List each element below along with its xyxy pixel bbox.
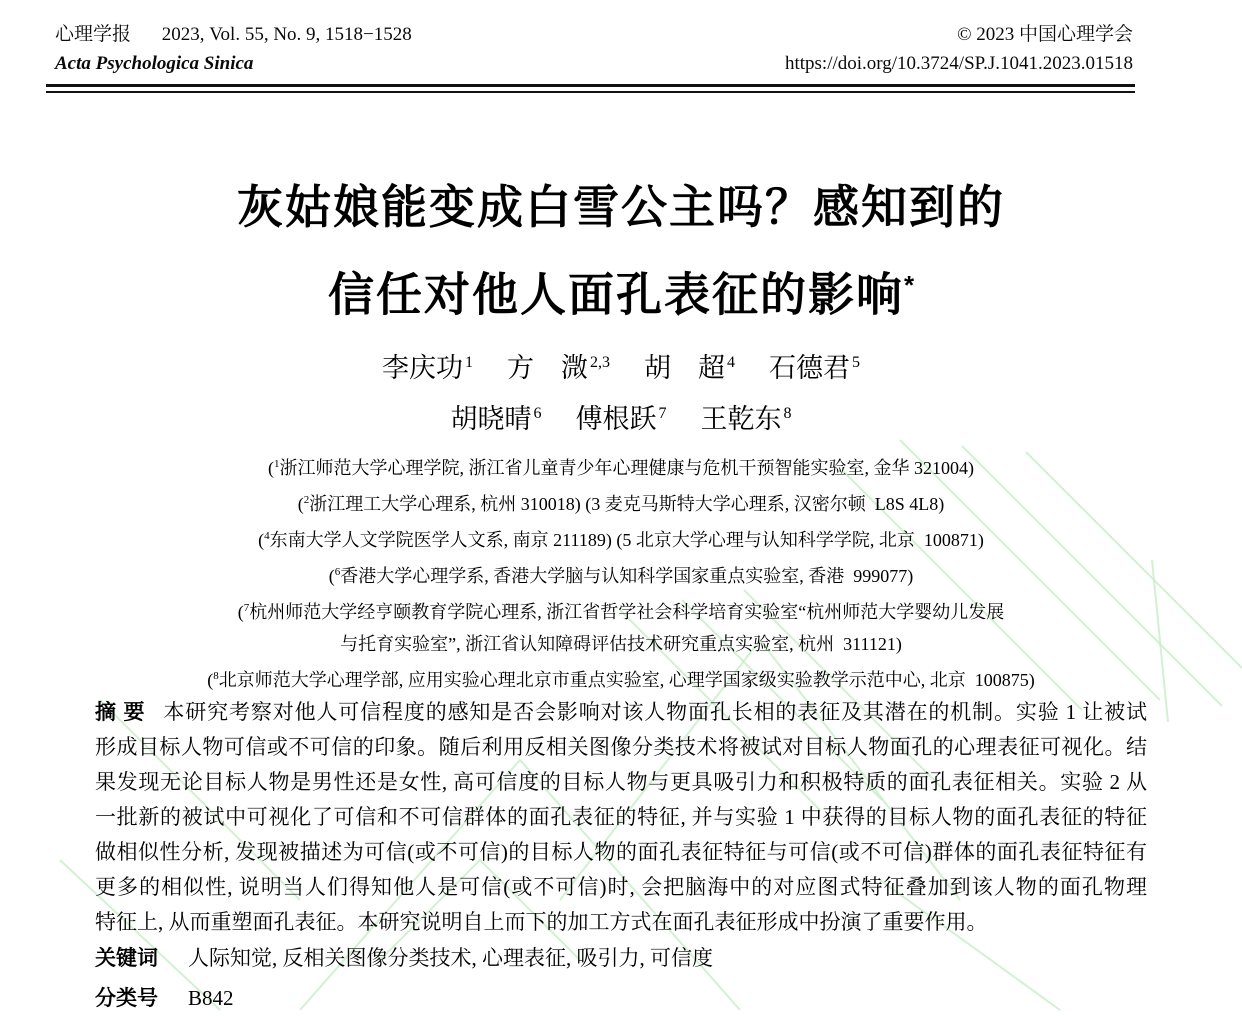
author-name: 石德君: [769, 353, 850, 383]
title-footnote-mark: *: [903, 270, 915, 300]
abstract-text: 更多的相似性, 说明当人们得知他人是可信(或不可信)时, 会把脑海中的对应图式特征叠加到该人物的面孔物理: [95, 875, 1147, 899]
journal-issue-info: 2023, Vol. 55, No. 9, 1518−1528: [161, 24, 412, 45]
affiliation-paren: (: [268, 458, 274, 478]
affiliation-line: [0, 448, 1242, 484]
affiliation-text: 北京师范大学心理学部, 应用实验心理北京市重点实验室, 心理学国家级实验教学示范中心, 北京 100875): [218, 670, 1035, 690]
journal-name-cn: 心理学报: [55, 24, 132, 45]
abstract-text: 本研究考察对他人可信程度的感知是否会影响对该人物面孔长相的表征及其潜在的机制。实验 1 让被试: [163, 700, 1148, 724]
affiliation-line: [0, 592, 1242, 628]
affiliation-text: 浙江师范大学心理学院, 浙江省儿童青少年心理健康与危机干预智能实验室, 金华 321004): [279, 458, 974, 478]
author-name: 李庆功: [382, 353, 463, 383]
journal-issue-line: [55, 20, 412, 49]
author-superscript: 6: [533, 405, 542, 422]
abstract-line: [95, 800, 1147, 835]
affiliation-line: [0, 660, 1242, 696]
classification-label: 分类号: [95, 987, 158, 1010]
abstract-text: 形成目标人物可信或不可信的印象。随后利用反相关图像分类技术将被试对目标人物面孔的心理表征可视化。结: [95, 735, 1147, 759]
abstract-text: 特征上, 从而重塑面孔表征。本研究说明自上而下的加工方式在面孔表征形成中扮演了重要作用。: [95, 910, 988, 934]
author-superscript: 1: [465, 354, 473, 371]
affiliation-line: [0, 520, 1242, 556]
author-list: [0, 340, 1242, 442]
affiliation-line: [0, 484, 1242, 520]
affiliation-list: [0, 448, 1242, 696]
affiliation-text: 香港大学心理学系, 香港大学脑与认知科学国家重点实验室, 香港 999077): [340, 566, 914, 586]
abstract-line: [95, 730, 1147, 765]
abstract-text: 做相似性分析, 发现被描述为可信(或不可信)的目标人物的面孔表征特征与可信(或不可信)群体的面孔表征特征有: [95, 840, 1147, 864]
journal-header: [55, 20, 1133, 78]
affiliation-superscript: 6: [334, 566, 341, 578]
journal-name-en: Acta Psychologica Sinica: [55, 53, 254, 74]
keywords-text: 人际知觉, 反相关图像分类技术, 心理表征, 吸引力, 可信度: [188, 946, 713, 970]
affiliation-text: 浙江理工大学心理系, 杭州 310018) (3 麦克马斯特大学心理系, 汉密尔顿 L8S 4L8): [309, 494, 945, 514]
abstract-line: [95, 905, 1147, 940]
abstract-line: [95, 695, 1147, 730]
abstract-block: [95, 695, 1147, 940]
journal-header-right: [785, 20, 1133, 78]
keywords-label: 关键词: [95, 947, 158, 970]
affiliation-line: [0, 556, 1242, 592]
author-row-2: [0, 391, 1242, 442]
author-superscript: 5: [852, 354, 860, 371]
author-name: 傅根跃: [575, 404, 657, 434]
affiliation-superscript: 7: [243, 602, 250, 614]
affiliation-superscript: 8: [213, 670, 219, 682]
abstract-line: [95, 765, 1147, 800]
author: [382, 353, 473, 383]
title-line-2: [0, 246, 1242, 333]
author: [769, 353, 860, 383]
author: [451, 404, 542, 434]
author-row-1: [0, 340, 1242, 391]
affiliation-text: 与托育实验室”, 浙江省认知障碍评估技术研究重点实验室, 杭州 311121): [340, 634, 902, 654]
title-line-1: 灰姑娘能变成白雪公主吗？感知到的: [237, 181, 1005, 233]
affiliation-superscript: 1: [274, 458, 280, 470]
author-name: 胡晓晴: [450, 404, 532, 434]
author: [507, 353, 610, 383]
author-superscript: 8: [783, 405, 792, 422]
header-divider: [46, 84, 1135, 93]
affiliation-superscript: 4: [264, 530, 270, 542]
affiliation-line: [0, 628, 1242, 660]
abstract-text: 果发现无论目标人物是男性还是女性, 高可信度的目标人物与更具吸引力和积极特质的面孔表征相关。实验 2 从: [95, 770, 1147, 794]
affiliation-text: 杭州师范大学经亨颐教育学院心理系, 浙江省哲学社会科学培育实验室“杭州师范大学婴幼儿发展: [249, 602, 1005, 622]
affiliation-paren: (: [258, 530, 265, 550]
affiliation-superscript: 2: [303, 494, 310, 506]
author: [644, 353, 735, 383]
abstract-line: [95, 870, 1147, 905]
abstract-line: [95, 835, 1147, 870]
abstract-label: 摘 要: [95, 701, 146, 724]
keywords-row: [95, 941, 713, 976]
doi-link[interactable]: https://doi.org/10.3724/SP.J.1041.2023.01518: [784, 53, 1133, 74]
author-superscript: 7: [658, 405, 667, 422]
author-name: 王乾东: [700, 404, 782, 434]
author-name: 胡 超: [644, 353, 725, 383]
author-name: 方 溦: [507, 353, 588, 383]
copyright-notice: © 2023 中国心理学会: [957, 24, 1133, 45]
author: [701, 404, 792, 434]
author-superscript: 4: [727, 354, 735, 371]
article-title: [0, 168, 1242, 333]
classification-value: B842: [188, 986, 234, 1010]
affiliation-paren: (: [297, 494, 304, 514]
author: [576, 404, 667, 434]
affiliation-paren: (: [328, 566, 335, 586]
affiliation-paren: (: [207, 670, 214, 690]
abstract-text: 一批新的被试中可视化了可信和不可信群体的面孔表征的特征, 并与实验 1 中获得的目标人物的面孔表征的特征: [95, 805, 1147, 829]
classification-row: [95, 981, 234, 1016]
title-line-2-text: 信任对他人面孔表征的影响: [327, 268, 904, 321]
author-superscript: 2,3: [590, 354, 610, 371]
affiliation-text: 东南大学人文学院医学人文系, 南京 211189) (5 北京大学心理与认知科学学院, 北京 100871): [269, 530, 984, 550]
affiliation-paren: (: [237, 602, 244, 622]
journal-header-left: [55, 20, 412, 78]
